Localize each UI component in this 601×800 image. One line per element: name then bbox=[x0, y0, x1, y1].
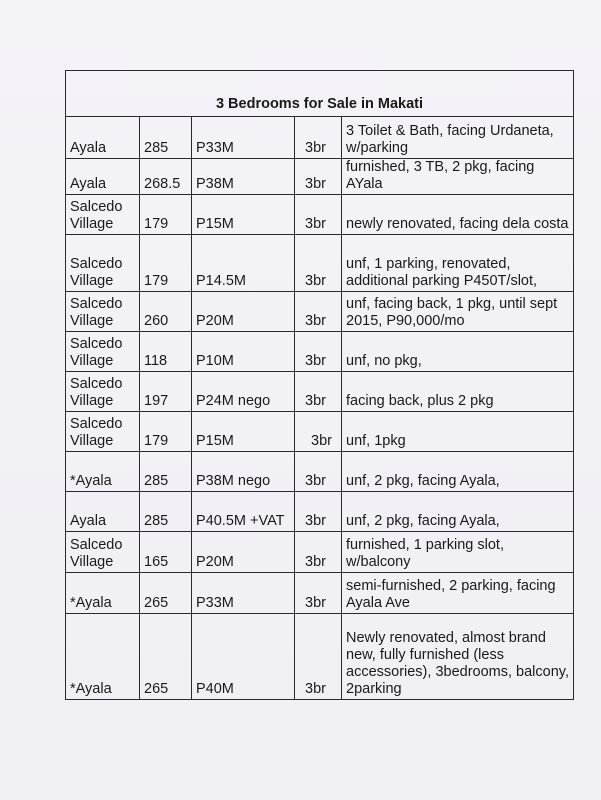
notes-cell: furnished, 1 parking slot, w/balcony bbox=[342, 532, 574, 573]
location-cell: Salcedo Village bbox=[66, 195, 140, 235]
area-cell: 265 bbox=[140, 573, 192, 614]
bedrooms-cell: 3br bbox=[295, 452, 342, 492]
notes-cell: unf, no pkg, bbox=[342, 332, 574, 372]
table-row bbox=[66, 492, 574, 532]
table-row bbox=[66, 573, 574, 614]
notes-cell: unf, facing back, 1 pkg, until sept 2015, P90,000/mo bbox=[342, 292, 574, 332]
notes-cell: semi-furnished, 2 parking, facing Ayala Ave bbox=[342, 573, 574, 614]
table-row bbox=[66, 412, 574, 452]
location-cell: Salcedo Village bbox=[66, 292, 140, 332]
price-cell: P20M bbox=[192, 292, 295, 332]
location-cell: Salcedo Village bbox=[66, 532, 140, 573]
area-cell: 260 bbox=[140, 292, 192, 332]
bedrooms-cell: 3br bbox=[295, 492, 342, 532]
area-cell: 179 bbox=[140, 412, 192, 452]
area-cell: 179 bbox=[140, 235, 192, 292]
location-cell: Ayala bbox=[66, 159, 140, 195]
area-cell: 165 bbox=[140, 532, 192, 573]
bedrooms-cell: 3br bbox=[295, 573, 342, 614]
notes-cell: unf, 1pkg bbox=[342, 412, 574, 452]
location-cell: Salcedo Village bbox=[66, 372, 140, 412]
area-cell: 268.5 bbox=[140, 159, 192, 195]
table-row bbox=[66, 117, 574, 159]
area-cell: 285 bbox=[140, 492, 192, 532]
bedrooms-cell: 3br bbox=[295, 117, 342, 159]
bedrooms-cell: 3br bbox=[295, 235, 342, 292]
location-cell: Salcedo Village bbox=[66, 235, 140, 292]
price-cell: P10M bbox=[192, 332, 295, 372]
table-row bbox=[66, 614, 574, 700]
price-cell: P38M bbox=[192, 159, 295, 195]
title-row bbox=[66, 71, 574, 117]
table-row bbox=[66, 332, 574, 372]
price-cell: P20M bbox=[192, 532, 295, 573]
area-cell: 285 bbox=[140, 117, 192, 159]
bedrooms-cell: 3br bbox=[295, 195, 342, 235]
location-cell: Ayala bbox=[66, 492, 140, 532]
area-cell: 285 bbox=[140, 452, 192, 492]
location-cell: *Ayala bbox=[66, 452, 140, 492]
table-row bbox=[66, 159, 574, 195]
price-cell: P24M nego bbox=[192, 372, 295, 412]
bedrooms-cell: 3br bbox=[295, 412, 342, 452]
location-cell: *Ayala bbox=[66, 614, 140, 700]
table-row bbox=[66, 235, 574, 292]
price-cell: P40M bbox=[192, 614, 295, 700]
price-cell: P40.5M +VAT bbox=[192, 492, 295, 532]
notes-cell: 3 Toilet & Bath, facing Urdaneta, w/parking bbox=[342, 117, 574, 159]
bedrooms-cell: 3br bbox=[295, 372, 342, 412]
price-cell: P14.5M bbox=[192, 235, 295, 292]
notes-cell: unf, 1 parking, renovated, additional parking P450T/slot, bbox=[342, 235, 574, 292]
notes-cell: furnished, 3 TB, 2 pkg, facing AYala bbox=[342, 159, 574, 195]
price-cell: P33M bbox=[192, 117, 295, 159]
price-cell: P15M bbox=[192, 195, 295, 235]
price-cell: P38M nego bbox=[192, 452, 295, 492]
area-cell: 179 bbox=[140, 195, 192, 235]
notes-cell: newly renovated, facing dela costa bbox=[342, 195, 574, 235]
price-cell: P33M bbox=[192, 573, 295, 614]
area-cell: 118 bbox=[140, 332, 192, 372]
table-row bbox=[66, 292, 574, 332]
bedrooms-cell: 3br bbox=[295, 159, 342, 195]
bedrooms-cell: 3br bbox=[295, 614, 342, 700]
table-row bbox=[66, 372, 574, 412]
table-title-cell bbox=[66, 71, 574, 117]
price-cell: P15M bbox=[192, 412, 295, 452]
location-cell: Salcedo Village bbox=[66, 412, 140, 452]
table-row bbox=[66, 532, 574, 573]
area-cell: 265 bbox=[140, 614, 192, 700]
notes-cell: facing back, plus 2 pkg bbox=[342, 372, 574, 412]
bedrooms-cell: 3br bbox=[295, 532, 342, 573]
location-cell: Ayala bbox=[66, 117, 140, 159]
table-title: 3 Bedrooms for Sale in Makati bbox=[215, 96, 424, 112]
notes-cell: unf, 2 pkg, facing Ayala, bbox=[342, 492, 574, 532]
notes-cell: Newly renovated, almost brand new, fully furnished (less accessories), 3bedrooms, balcony, 2parking bbox=[342, 614, 574, 700]
area-cell: 197 bbox=[140, 372, 192, 412]
bedrooms-cell: 3br bbox=[295, 292, 342, 332]
notes-cell: unf, 2 pkg, facing Ayala, bbox=[342, 452, 574, 492]
listings-table bbox=[65, 70, 574, 700]
bedrooms-cell: 3br bbox=[295, 332, 342, 372]
table-row bbox=[66, 452, 574, 492]
table-row bbox=[66, 195, 574, 235]
location-cell: *Ayala bbox=[66, 573, 140, 614]
location-cell: Salcedo Village bbox=[66, 332, 140, 372]
